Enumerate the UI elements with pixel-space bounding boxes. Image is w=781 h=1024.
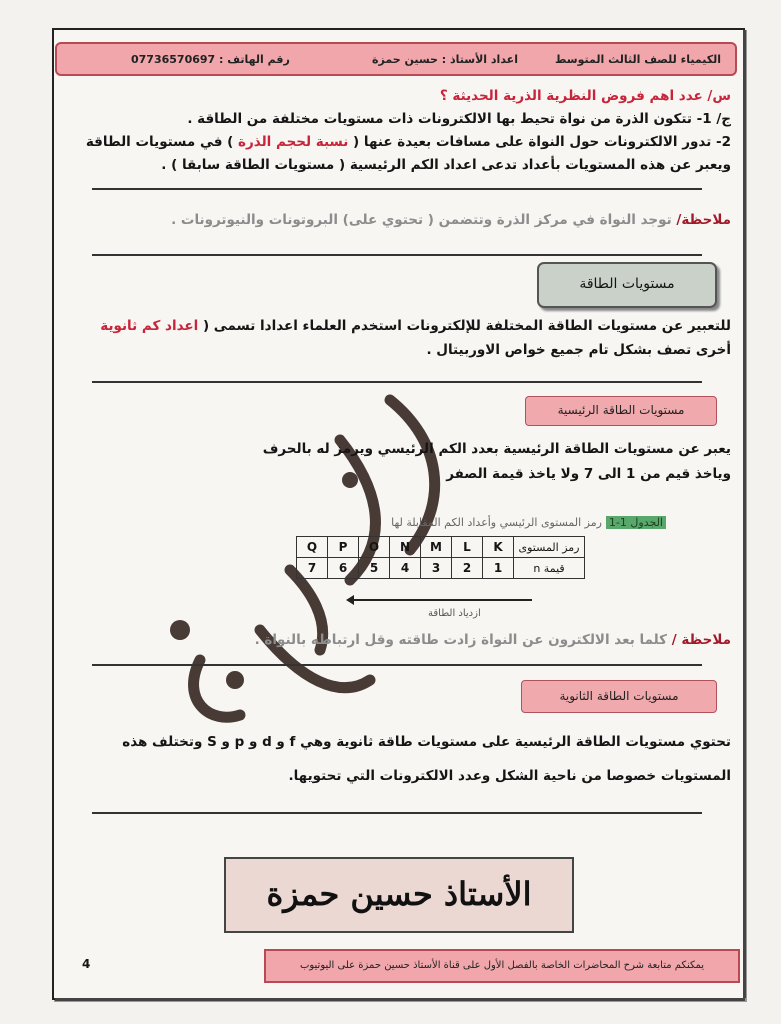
table-tag: الجدول 1-1 [606, 516, 666, 529]
note-1-text: توجد النواة في مركز الذرة وتتضمن ( تحتوي على) البروتونات والنيوترونات . [171, 212, 677, 228]
page-shadow-right [743, 30, 746, 998]
sub-levels-line-1: تحتوي مستويات الطاقة الرئيسية على مستويات طاقة ثانوية وهي f و d و p و S وتختلف هذه [122, 734, 731, 750]
section-energy-levels-title: مستويات الطاقة [537, 262, 717, 308]
energy-increase-arrow-icon [352, 599, 532, 601]
table-cell: K [483, 537, 514, 558]
divider [92, 381, 702, 383]
section-main-levels-title: مستويات الطاقة الرئيسية [525, 396, 717, 426]
answer-line-2-highlight: نسبة لحجم الذرة [233, 134, 353, 150]
answer-line-3: ويعبر عن هذه المستويات بأعداد تدعى اعداد الكم الرئيسية ( مستويات الطاقة سابقا ) . [161, 157, 731, 173]
note-2 [255, 632, 731, 648]
table-cell: 1 [483, 558, 514, 579]
table-cell: M [421, 537, 452, 558]
note-2-text: كلما بعد الالكترون عن النواة زادت طاقته وقل ارتباطه بالنواة . [254, 632, 672, 648]
header-subject: الكيمياء للصف الثالث المتوسط [554, 53, 721, 66]
answer-line-2-part2: ) في مستويات الطاقة [85, 134, 234, 150]
note-1-label: ملاحظة/ [676, 212, 731, 228]
table-caption-text: رمز المستوى الرئيسي وأعداد الكم المقابلة لها [391, 516, 602, 529]
sub-levels-line-2: المستويات خصوصا من ناحية الشكل وعدد الالكترونات التي تحتويها. [288, 768, 731, 784]
table-cell: Q [297, 537, 328, 558]
page-number: 4 [82, 957, 91, 971]
header-teacher: اعداد الأستاذ : حسين حمزة [372, 53, 518, 66]
table-cell: 2 [452, 558, 483, 579]
table-row [297, 558, 585, 579]
table-cell: L [452, 537, 483, 558]
table-cell: 7 [297, 558, 328, 579]
divider [92, 188, 702, 190]
divider [92, 254, 702, 256]
table-cell: 5 [359, 558, 390, 579]
energy-line-1-highlight: اعداد كم ثانوية [100, 318, 203, 334]
teacher-signature: الأستاذ حسين حمزة [224, 857, 574, 933]
energy-line-1 [100, 318, 731, 334]
page-shadow-bottom [55, 998, 745, 1001]
divider [92, 664, 702, 666]
table-cell: 6 [328, 558, 359, 579]
header-phone: رقم الهاتف : 07736570697 [131, 53, 290, 66]
answer-line-1: ج/ 1- تتكون الذرة من نواة تحيط بها الالكترونات ذات مستويات مختلفة من الطاقة . [187, 111, 731, 127]
table-cell: P [328, 537, 359, 558]
table-cell: 3 [421, 558, 452, 579]
note-2-label: ملاحظة / [671, 632, 731, 648]
divider [92, 812, 702, 814]
page-footer: يمكنكم متابعة شرح المحاضرات الخاصة بالفصل الأول على قناة الأستاذ حسين حمزة على اليوتيوب [264, 949, 740, 983]
main-levels-line-2: وياخذ قيم من 1 الى 7 ولا ياخذ قيمة الصفر [446, 466, 731, 482]
note-1 [171, 212, 731, 228]
energy-levels-table [296, 536, 585, 579]
energy-line-1-text: للتعبير عن مستويات الطاقة المختلفة للإلكترونات استخدم العلماء اعدادا تسمى ( [202, 318, 731, 334]
answer-line-2-part1: 2- تدور الالكترونات حول النواة على مسافات بعيدة عنها ( [353, 134, 731, 150]
table-caption [296, 516, 666, 529]
section-sub-levels-title: مستويات الطاقة الثانوية [521, 680, 717, 713]
page-header [55, 42, 737, 76]
energy-line-2: أخرى تصف بشكل تام جميع خواص الاوربيتال . [426, 342, 731, 358]
table-cell: N [390, 537, 421, 558]
main-levels-line-1: يعبر عن مستويات الطاقة الرئيسية بعدد الكم الرئيسي ويرمز له بالحرف [262, 441, 731, 457]
table-row [297, 537, 585, 558]
question-text: س/ عدد اهم فروض النظرية الذرية الحديثة ؟ [439, 88, 731, 104]
arrow-label: ازدياد الطاقة [428, 608, 481, 619]
table-cell: O [359, 537, 390, 558]
table-cell: 4 [390, 558, 421, 579]
answer-line-2 [86, 134, 731, 150]
table-header-symbol: رمز المستوى [514, 537, 585, 558]
table-header-n: قيمة n [514, 558, 585, 579]
